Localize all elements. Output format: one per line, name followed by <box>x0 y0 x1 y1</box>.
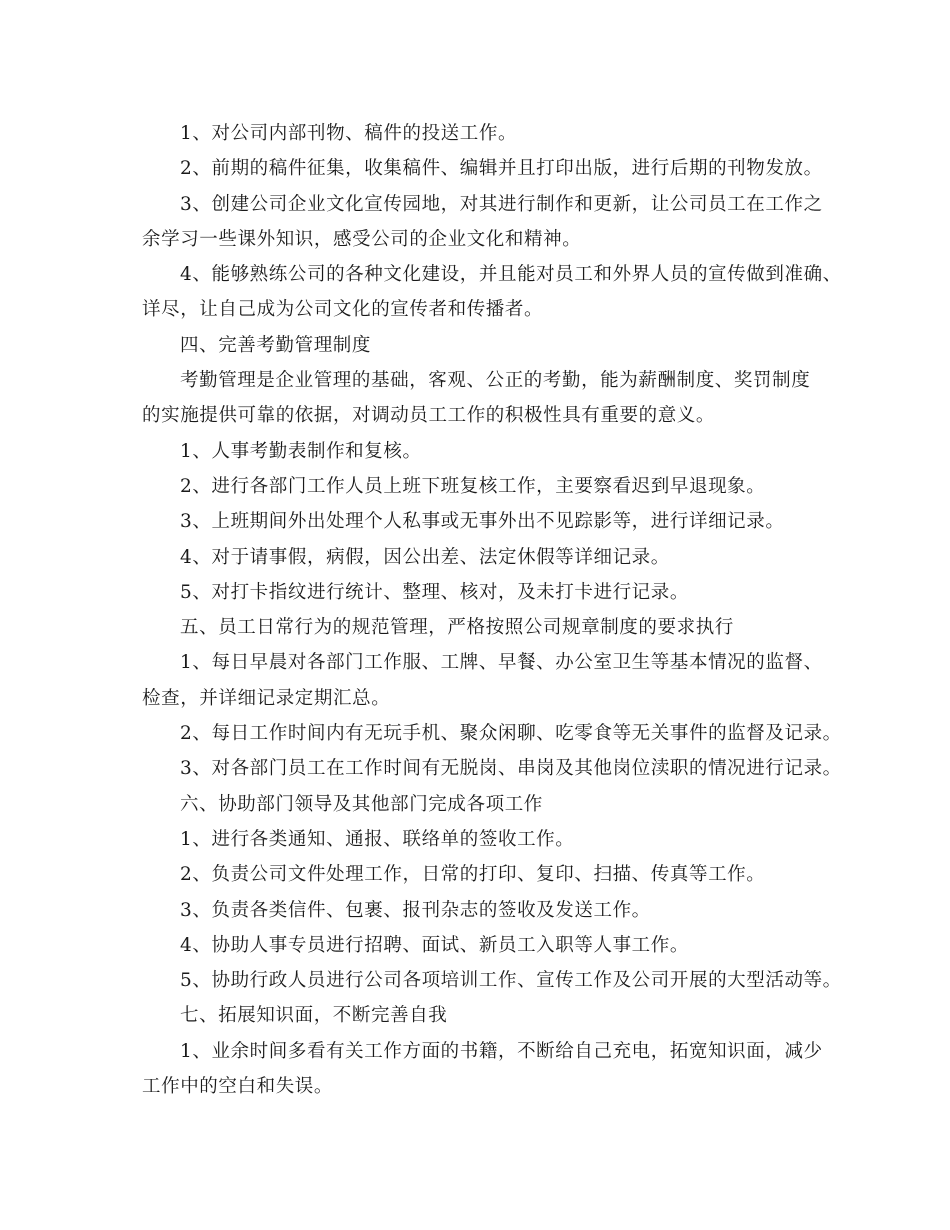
text-line: 5、对打卡指纹进行统计、整理、核对，及未打卡进行记录。 <box>180 581 689 603</box>
text-line: 2、负责公司文件处理工作，日常的打印、复印、扫描、传真等工作。 <box>180 864 766 886</box>
text-line: 余学习一些课外知识，感受公司的企业文化和精神。 <box>142 228 582 250</box>
section-heading: 六、协助部门领导及其他部门完成各项工作 <box>180 793 543 815</box>
text-line: 3、上班期间外出处理个人私事或无事外出不见踪影等，进行详细记录。 <box>180 511 785 533</box>
text-line: 4、对于请事假，病假，因公出差、法定休假等详细记录。 <box>180 546 670 568</box>
text-line: 4、协助人事专员进行招聘、面试、新员工入职等人事工作。 <box>180 934 689 956</box>
text-line: 1、业余时间多看有关工作方面的书籍，不断给自己充电，拓宽知识面，减少 <box>180 1040 823 1062</box>
text-line: 1、对公司内部刊物、稿件的投送工作。 <box>180 123 518 144</box>
text-line: 4、能够熟练公司的各种文化建设，并且能对员工和外界人员的宣传做到准确、 <box>180 264 842 286</box>
text-line: 3、创建公司企业文化宣传园地，对其进行制作和更新，让公司员工在工作之 <box>180 193 823 215</box>
text-line: 1、人事考勤表制作和复核。 <box>180 440 422 462</box>
text-line: 3、对各部门员工在工作时间有无脱岗、串岗及其他岗位渎职的情况进行记录。 <box>180 758 842 780</box>
section-heading: 四、完善考勤管理制度 <box>180 334 372 356</box>
text-line: 3、负责各类信件、包裹、报刊杂志的签收及发送工作。 <box>180 899 651 921</box>
text-line: 5、协助行政人员进行公司各项培训工作、宣传工作及公司开展的大型活动等。 <box>180 970 842 992</box>
section-heading: 七、拓展知识面，不断完善自我 <box>180 1005 448 1027</box>
text-line: 检查，并详细记录定期汇总。 <box>142 687 391 709</box>
section-heading: 五、员工日常行为的规范管理，严格按照公司规章制度的要求执行 <box>180 617 734 639</box>
text-line: 1、进行各类通知、通报、联络单的签收工作。 <box>180 828 575 850</box>
text-line: 工作中的空白和失误。 <box>142 1076 334 1098</box>
text-line: 考勤管理是企业管理的基础，客观、公正的考勤，能为薪酬制度、奖罚制度 <box>180 370 811 392</box>
document-body <box>142 116 842 1104</box>
text-line: 2、进行各部门工作人员上班下班复核工作，主要察看迟到早退现象。 <box>180 475 766 497</box>
text-line: 2、前期的稿件征集，收集稿件、编辑并且打印出版，进行后期的刊物发放。 <box>180 158 823 180</box>
text-line: 详尽，让自己成为公司文化的宣传者和传播者。 <box>142 299 544 321</box>
text-line: 的实施提供可靠的依据，对调动员工工作的积极性具有重要的意义。 <box>142 405 716 427</box>
text-line: 1、每日早晨对各部门工作服、工牌、早餐、办公室卫生等基本情况的监督、 <box>180 652 823 674</box>
text-line: 2、每日工作时间内有无玩手机、聚众闲聊、吃零食等无关事件的监督及记录。 <box>180 723 842 745</box>
